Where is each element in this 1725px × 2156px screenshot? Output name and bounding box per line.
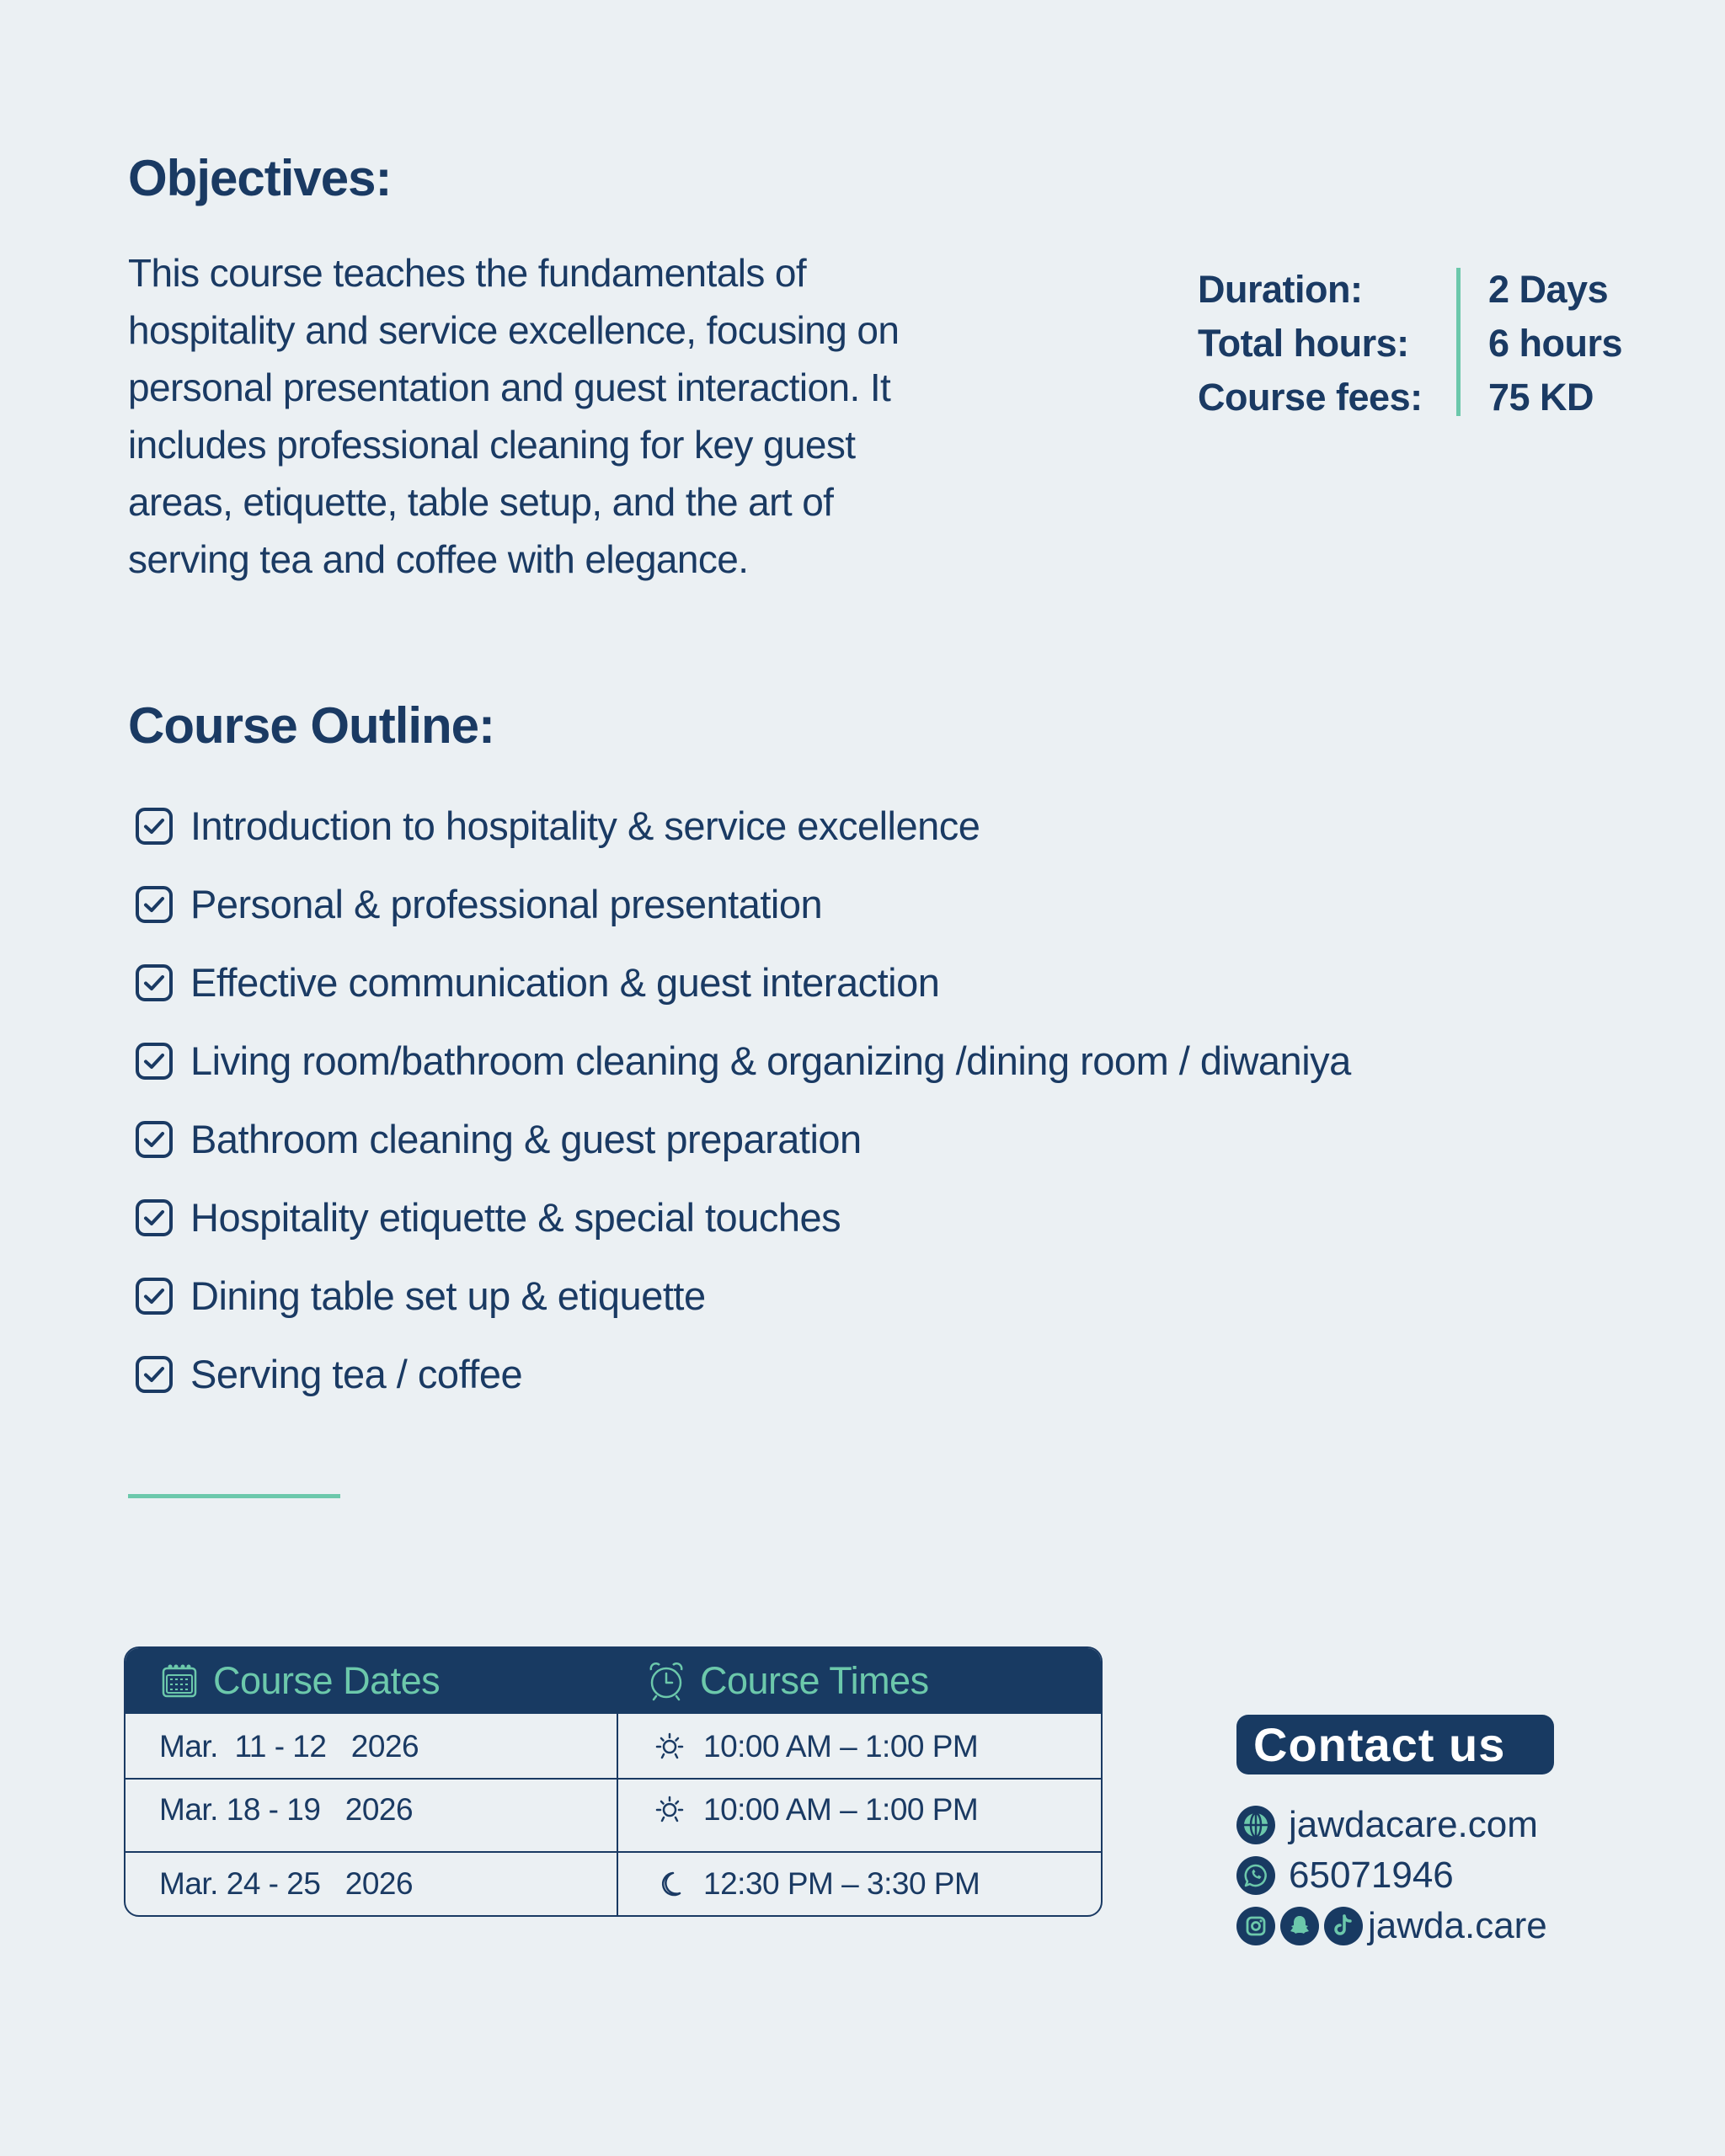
outline-item-label: Personal & professional presentation: [190, 881, 823, 926]
fact-labels: [1198, 263, 1423, 424]
accent-divider: [128, 1494, 340, 1498]
moon-icon: [654, 1869, 685, 1899]
checkbox-checked-icon: [135, 963, 174, 1002]
outline-item-label: Serving tea / coffee: [190, 1351, 523, 1396]
checkbox-checked-icon: [135, 807, 174, 846]
objectives-line: personal presentation and guest interaction. It: [128, 366, 891, 409]
contact-phone[interactable]: [1236, 1852, 1454, 1899]
phone-number[interactable]: 65071946: [1289, 1854, 1454, 1896]
objectives-heading: Objectives:: [128, 150, 392, 206]
alarm-clock-icon: [648, 1660, 685, 1702]
outline-item: [135, 1100, 1351, 1178]
outline-item-label: Introduction to hospitality & service excellence: [190, 803, 980, 848]
outline-item: [135, 1022, 1351, 1100]
tiktok-icon[interactable]: [1324, 1907, 1363, 1945]
outline-item-label: Living room/bathroom cleaning & organizing /dining room / diwaniya: [190, 1038, 1351, 1083]
checkbox-checked-icon: [135, 1042, 174, 1081]
outline-item: [135, 943, 1351, 1022]
header-course-dates: [161, 1648, 440, 1714]
contact-social[interactable]: [1236, 1903, 1547, 1950]
objectives-text: [128, 244, 1097, 588]
outline-item-label: Effective communication & guest interaction: [190, 959, 940, 1005]
header-course-times: [648, 1648, 929, 1714]
objectives-line: serving tea and coffee with elegance.: [128, 537, 749, 581]
fact-values: [1488, 263, 1622, 424]
objectives-line: hospitality and service excellence, focusing on: [128, 308, 900, 352]
facts-divider: [1456, 268, 1461, 416]
header-course-times-label: Course Times: [700, 1659, 929, 1702]
course-outline-list: [135, 787, 1351, 1413]
social-handle[interactable]: jawda.care: [1368, 1905, 1547, 1946]
outline-item: [135, 1178, 1351, 1257]
outline-item: [135, 865, 1351, 943]
outline-item: [135, 787, 1351, 865]
outline-item: [135, 1257, 1351, 1335]
snapchat-icon[interactable]: [1280, 1907, 1319, 1945]
time-cell-label: 12:30 PM – 3:30 PM: [703, 1866, 980, 1901]
sun-icon: [654, 1732, 685, 1762]
date-cell: Mar. 24 - 25 2026: [159, 1866, 414, 1901]
header-course-dates-label: Course Dates: [213, 1659, 441, 1702]
fact-value-course-fees: 75 KD: [1488, 376, 1594, 419]
fact-value-total-hours: 6 hours: [1488, 322, 1623, 365]
time-cell: [654, 1780, 978, 1840]
calendar-icon: [161, 1662, 198, 1700]
outline-item-label: Hospitality etiquette & special touches: [190, 1194, 841, 1240]
sun-icon: [654, 1795, 685, 1825]
checkbox-checked-icon: [135, 1198, 174, 1237]
objectives-line: This course teaches the fundamentals of: [128, 251, 807, 295]
outline-item-label: Bathroom cleaning & guest preparation: [190, 1116, 862, 1161]
time-cell: [654, 1716, 978, 1778]
date-cell: Mar. 18 - 19 2026: [159, 1792, 414, 1827]
website-link[interactable]: jawdacare.com: [1289, 1804, 1538, 1845]
outline-item-label: Dining table set up & etiquette: [190, 1273, 706, 1318]
time-cell-label: 10:00 AM – 1:00 PM: [703, 1729, 979, 1764]
instagram-icon[interactable]: [1236, 1907, 1275, 1945]
objectives-line: includes professional cleaning for key guest: [128, 423, 856, 467]
fact-label-total-hours: Total hours:: [1198, 322, 1409, 365]
globe-icon: [1236, 1806, 1275, 1844]
fact-label-duration: Duration:: [1198, 268, 1363, 311]
checkbox-checked-icon: [135, 1355, 174, 1394]
time-cell: [654, 1853, 980, 1915]
fact-value-duration: 2 Days: [1488, 268, 1609, 311]
outline-item: [135, 1335, 1351, 1413]
date-cell: Mar. 11 - 12 2026: [159, 1729, 419, 1764]
course-outline-heading: Course Outline:: [128, 697, 495, 754]
column-divider: [617, 1714, 618, 1915]
whatsapp-icon: [1236, 1856, 1275, 1895]
contact-us-button[interactable]: Contact us: [1236, 1715, 1554, 1774]
checkbox-checked-icon: [135, 1120, 174, 1159]
fact-label-course-fees: Course fees:: [1198, 376, 1423, 419]
schedule-table: [124, 1646, 1103, 1917]
checkbox-checked-icon: [135, 1277, 174, 1315]
checkbox-checked-icon: [135, 885, 174, 924]
contact-website[interactable]: [1236, 1801, 1538, 1849]
objectives-line: areas, etiquette, table setup, and the art of: [128, 480, 834, 524]
time-cell-label: 10:00 AM – 1:00 PM: [703, 1792, 979, 1827]
schedule-table-header: [126, 1648, 1101, 1714]
